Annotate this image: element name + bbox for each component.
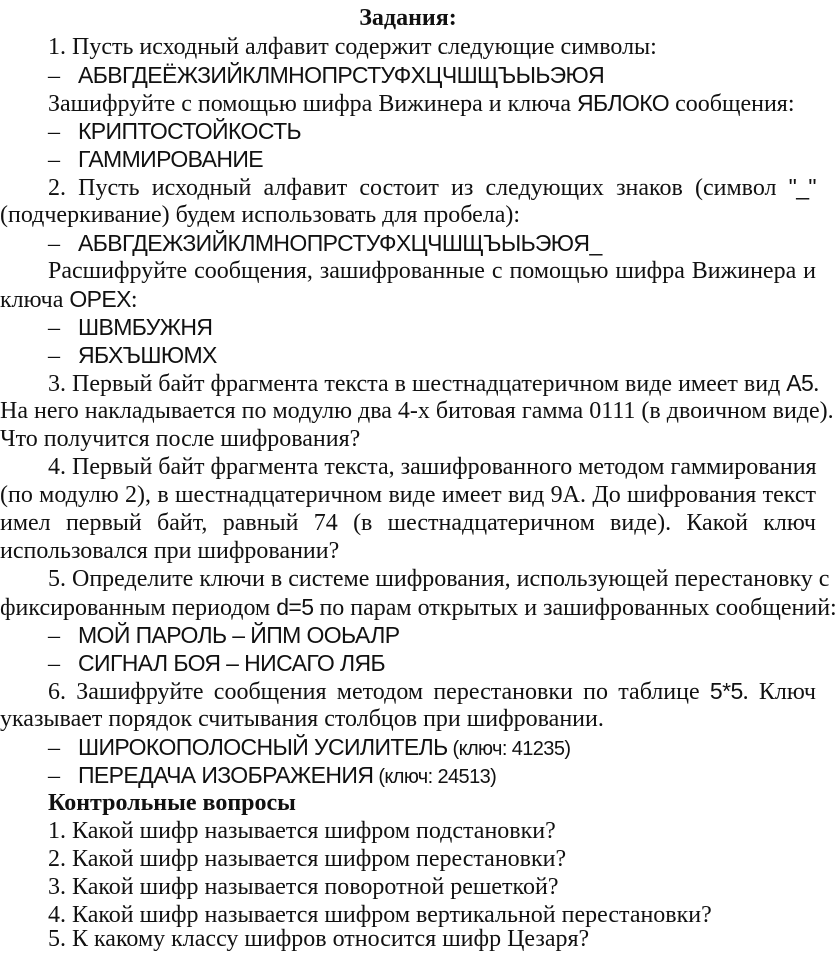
- cipher-2a: – ШВМБУЖНЯ: [48, 314, 213, 341]
- task-3-line-2: На него накладывается по модулю два 4-х битовая гамма 0111 (в двоичном виде).: [0, 398, 834, 424]
- task-4-line-3: имел первый байт, равный 74 (в шестнадцатеричном виде). Какой ключ: [0, 510, 816, 536]
- message-6b: – ПЕРЕДАЧА ИЗОБРАЖЕНИЯ (ключ: 24513): [48, 762, 497, 789]
- pair-5a: – МОЙ ПАРОЛЬ – ЙПМ ООЬАЛР: [48, 622, 400, 649]
- task-1-instruction: Зашифруйте с помощью шифра Вижинера и ключа ЯБЛОКО сообщения:: [48, 90, 795, 117]
- task-4-line-1: 4. Первый байт фрагмента текста, зашифрованного методом гаммирования: [48, 454, 817, 480]
- task-2-key: ключа ОРЕХ:: [0, 286, 138, 313]
- message-6a: – ШИРОКОПОЛОСНЫЙ УСИЛИТЕЛЬ (ключ: 41235): [48, 734, 571, 761]
- task-4-line-4: использовался при шифровании?: [0, 538, 340, 564]
- section-title: Задания:: [359, 5, 457, 31]
- task-5-line-2: фиксированным периодом d=5 по парам открытых и зашифрованных сообщений:: [0, 594, 837, 621]
- question-5: 5. К какому классу шифров относится шифр Цезаря?: [48, 926, 590, 952]
- task-2-intro-cont: (подчеркивание) будем использовать для пробела):: [0, 202, 521, 228]
- question-4: 4. Какой шифр называется шифром вертикальной перестановки?: [48, 902, 712, 928]
- message-1b: – ГАММИРОВАНИЕ: [48, 146, 264, 173]
- questions-title: Контрольные вопросы: [48, 790, 296, 816]
- message-1a: – КРИПТОСТОЙКОСТЬ: [48, 118, 302, 145]
- pair-5b: – СИГНАЛ БОЯ – НИСАГО ЛЯБ: [48, 650, 385, 677]
- task-6-line-2: указывает порядок считывания столбцов при шифровании.: [0, 706, 604, 732]
- task-1-intro: 1. Пусть исходный алфавит содержит следующие символы:: [48, 34, 657, 60]
- task-3-line-3: Что получится после шифрования?: [0, 426, 361, 452]
- question-1: 1. Какой шифр называется шифром подстановки?: [48, 818, 556, 844]
- task-2-instruction: Расшифруйте сообщения, зашифрованные с помощью шифра Вижинера и: [48, 258, 816, 284]
- question-3: 3. Какой шифр называется поворотной решеткой?: [48, 874, 559, 900]
- task-2-intro: 2. Пусть исходный алфавит состоит из следующих знаков (символ "_": [48, 174, 816, 201]
- task-6-line-1: 6. Зашифруйте сообщения методом перестановки по таблице 5*5. Ключ: [48, 678, 816, 705]
- question-2: 2. Какой шифр называется шифром перестановки?: [48, 846, 567, 872]
- cipher-2b: – ЯБХЪШЮМХ: [48, 342, 217, 369]
- task-5-line-1: 5. Определите ключи в системе шифрования, использующей перестановку с: [48, 566, 830, 592]
- alphabet-1: – АБВГДЕЁЖЗИЙКЛМНОПРСТУФХЦЧШЩЪЫЬЭЮЯ: [48, 62, 605, 89]
- alphabet-2: – АБВГДЕЖЗИЙКЛМНОПРСТУФХЦЧШЩЪЫЬЭЮЯ_: [48, 230, 602, 257]
- task-3-line-1: 3. Первый байт фрагмента текста в шестнадцатеричном виде имеет вид А5.: [48, 370, 820, 397]
- task-4-line-2: (по модулю 2), в шестнадцатеричном виде имеет вид 9А. До шифрования текст: [0, 482, 816, 508]
